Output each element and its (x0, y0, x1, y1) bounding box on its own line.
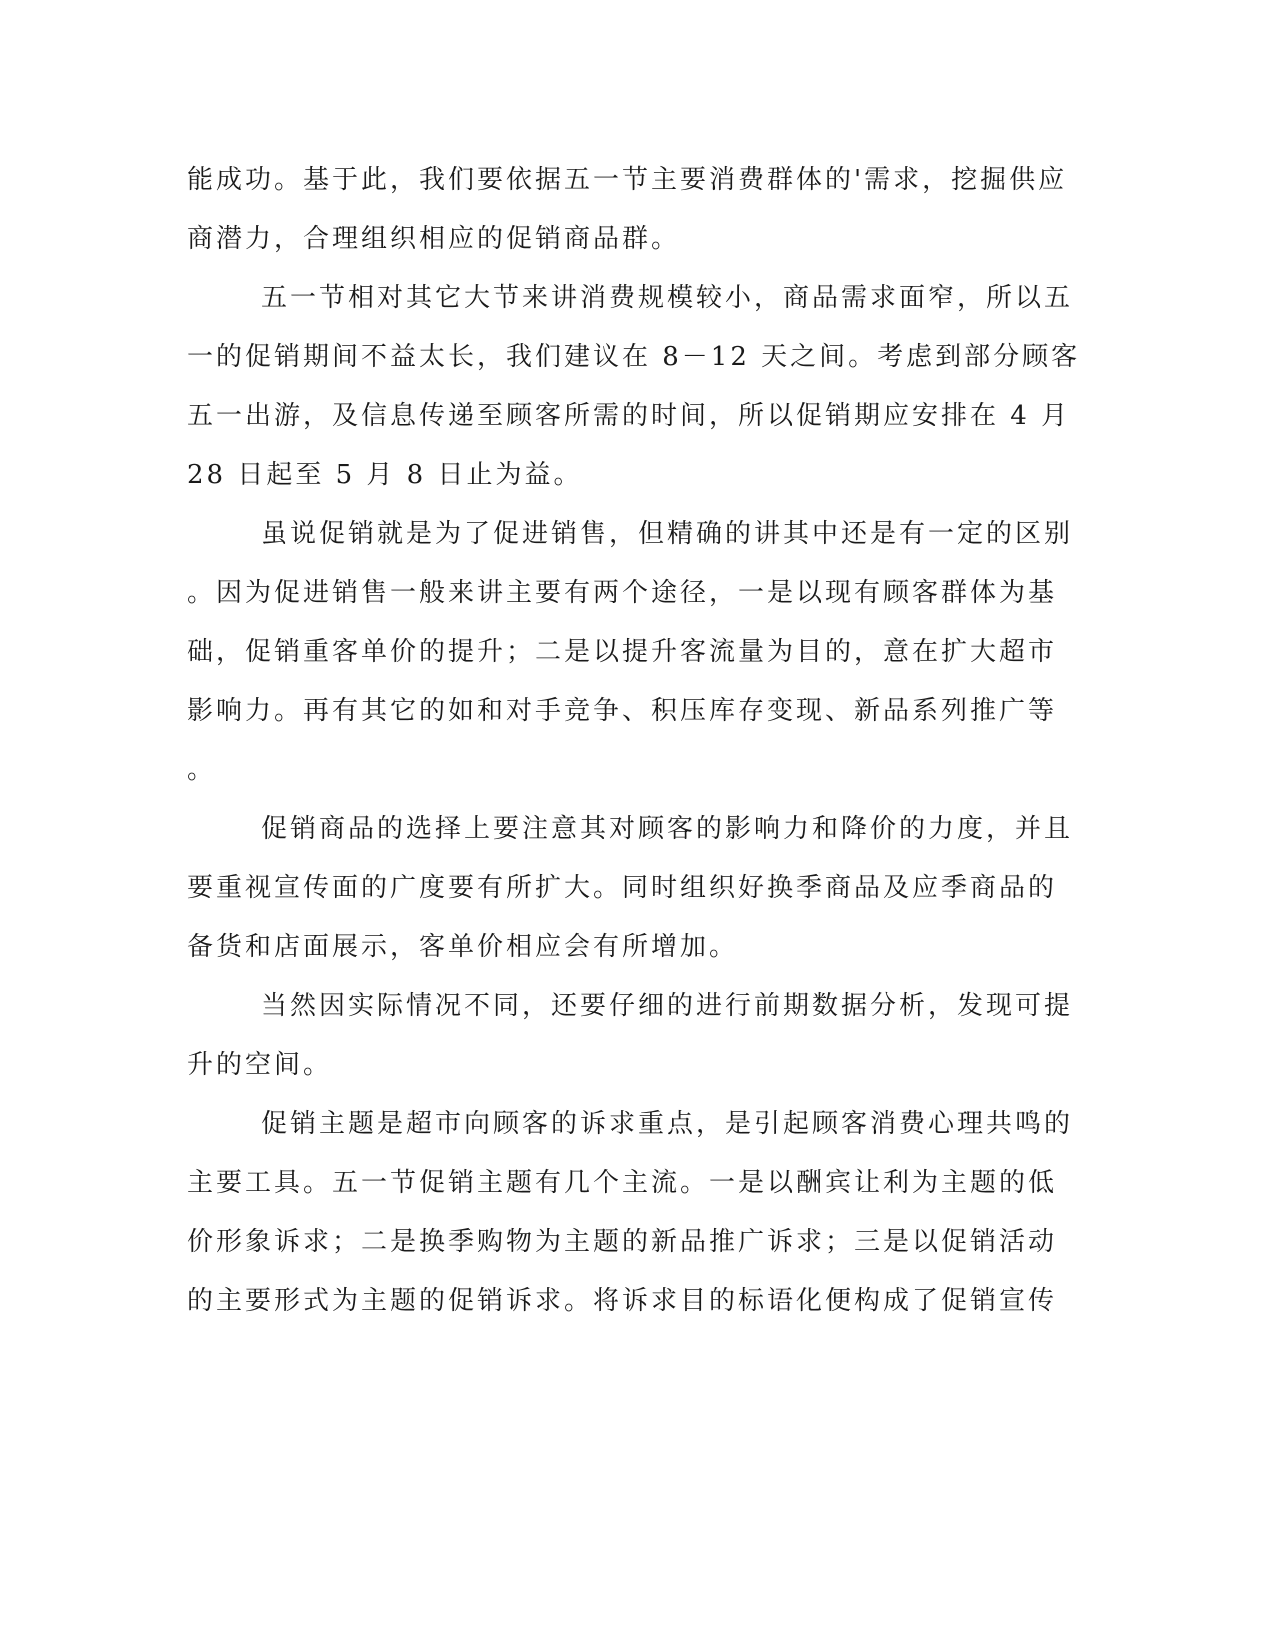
text-line: 一的促销期间不益太长，我们建议在 8－12 天之间。考虑到部分顾客 (187, 342, 1081, 372)
text-line: 28 日起至 5 月 8 日止为益。 (187, 460, 583, 490)
text-line: 础，促销重客单价的提升；二是以提升客流量为目的，意在扩大超市 (187, 637, 1058, 667)
paragraph-first-line: 虽说促销就是为了促进销售，但精确的讲其中还是有一定的区别 (261, 519, 1074, 549)
paragraph-first-line: 五一节相对其它大节来讲消费规模较小，商品需求面窄，所以五 (261, 283, 1074, 313)
text-line: 升的空间。 (187, 1050, 333, 1080)
text-line: 商潜力，合理组织相应的促销商品群。 (187, 224, 681, 254)
text-line: 价形象诉求；二是换季购物为主题的新品推广诉求；三是以促销活动 (187, 1227, 1058, 1257)
paragraph-first-line: 当然因实际情况不同，还要仔细的进行前期数据分析，发现可提 (261, 991, 1074, 1021)
paragraph-first-line: 促销主题是超市向顾客的诉求重点，是引起顾客消费心理共鸣的 (261, 1109, 1074, 1139)
text-line: 的主要形式为主题的促销诉求。将诉求目的标语化便构成了促销宣传 (187, 1286, 1058, 1316)
text-line: 能成功。基于此，我们要依据五一节主要消费群体的'需求，挖掘供应 (187, 165, 1068, 195)
paragraph-first-line: 促销商品的选择上要注意其对顾客的影响力和降价的力度，并且 (261, 814, 1074, 844)
text-line: 主要工具。五一节促销主题有几个主流。一是以酬宾让利为主题的低 (187, 1168, 1058, 1198)
text-line: 。 (187, 755, 217, 785)
text-line: 。因为促进销售一般来讲主要有两个途径，一是以现有顾客群体为基 (187, 578, 1058, 608)
text-line: 五一出游，及信息传递至顾客所需的时间，所以促销期应安排在 4 月 (187, 401, 1071, 431)
text-line: 要重视宣传面的广度要有所扩大。同时组织好换季商品及应季商品的 (187, 873, 1058, 903)
text-line: 备货和店面展示，客单价相应会有所增加。 (187, 932, 739, 962)
text-line: 影响力。再有其它的如和对手竞争、积压库存变现、新品系列推广等 (187, 696, 1058, 726)
